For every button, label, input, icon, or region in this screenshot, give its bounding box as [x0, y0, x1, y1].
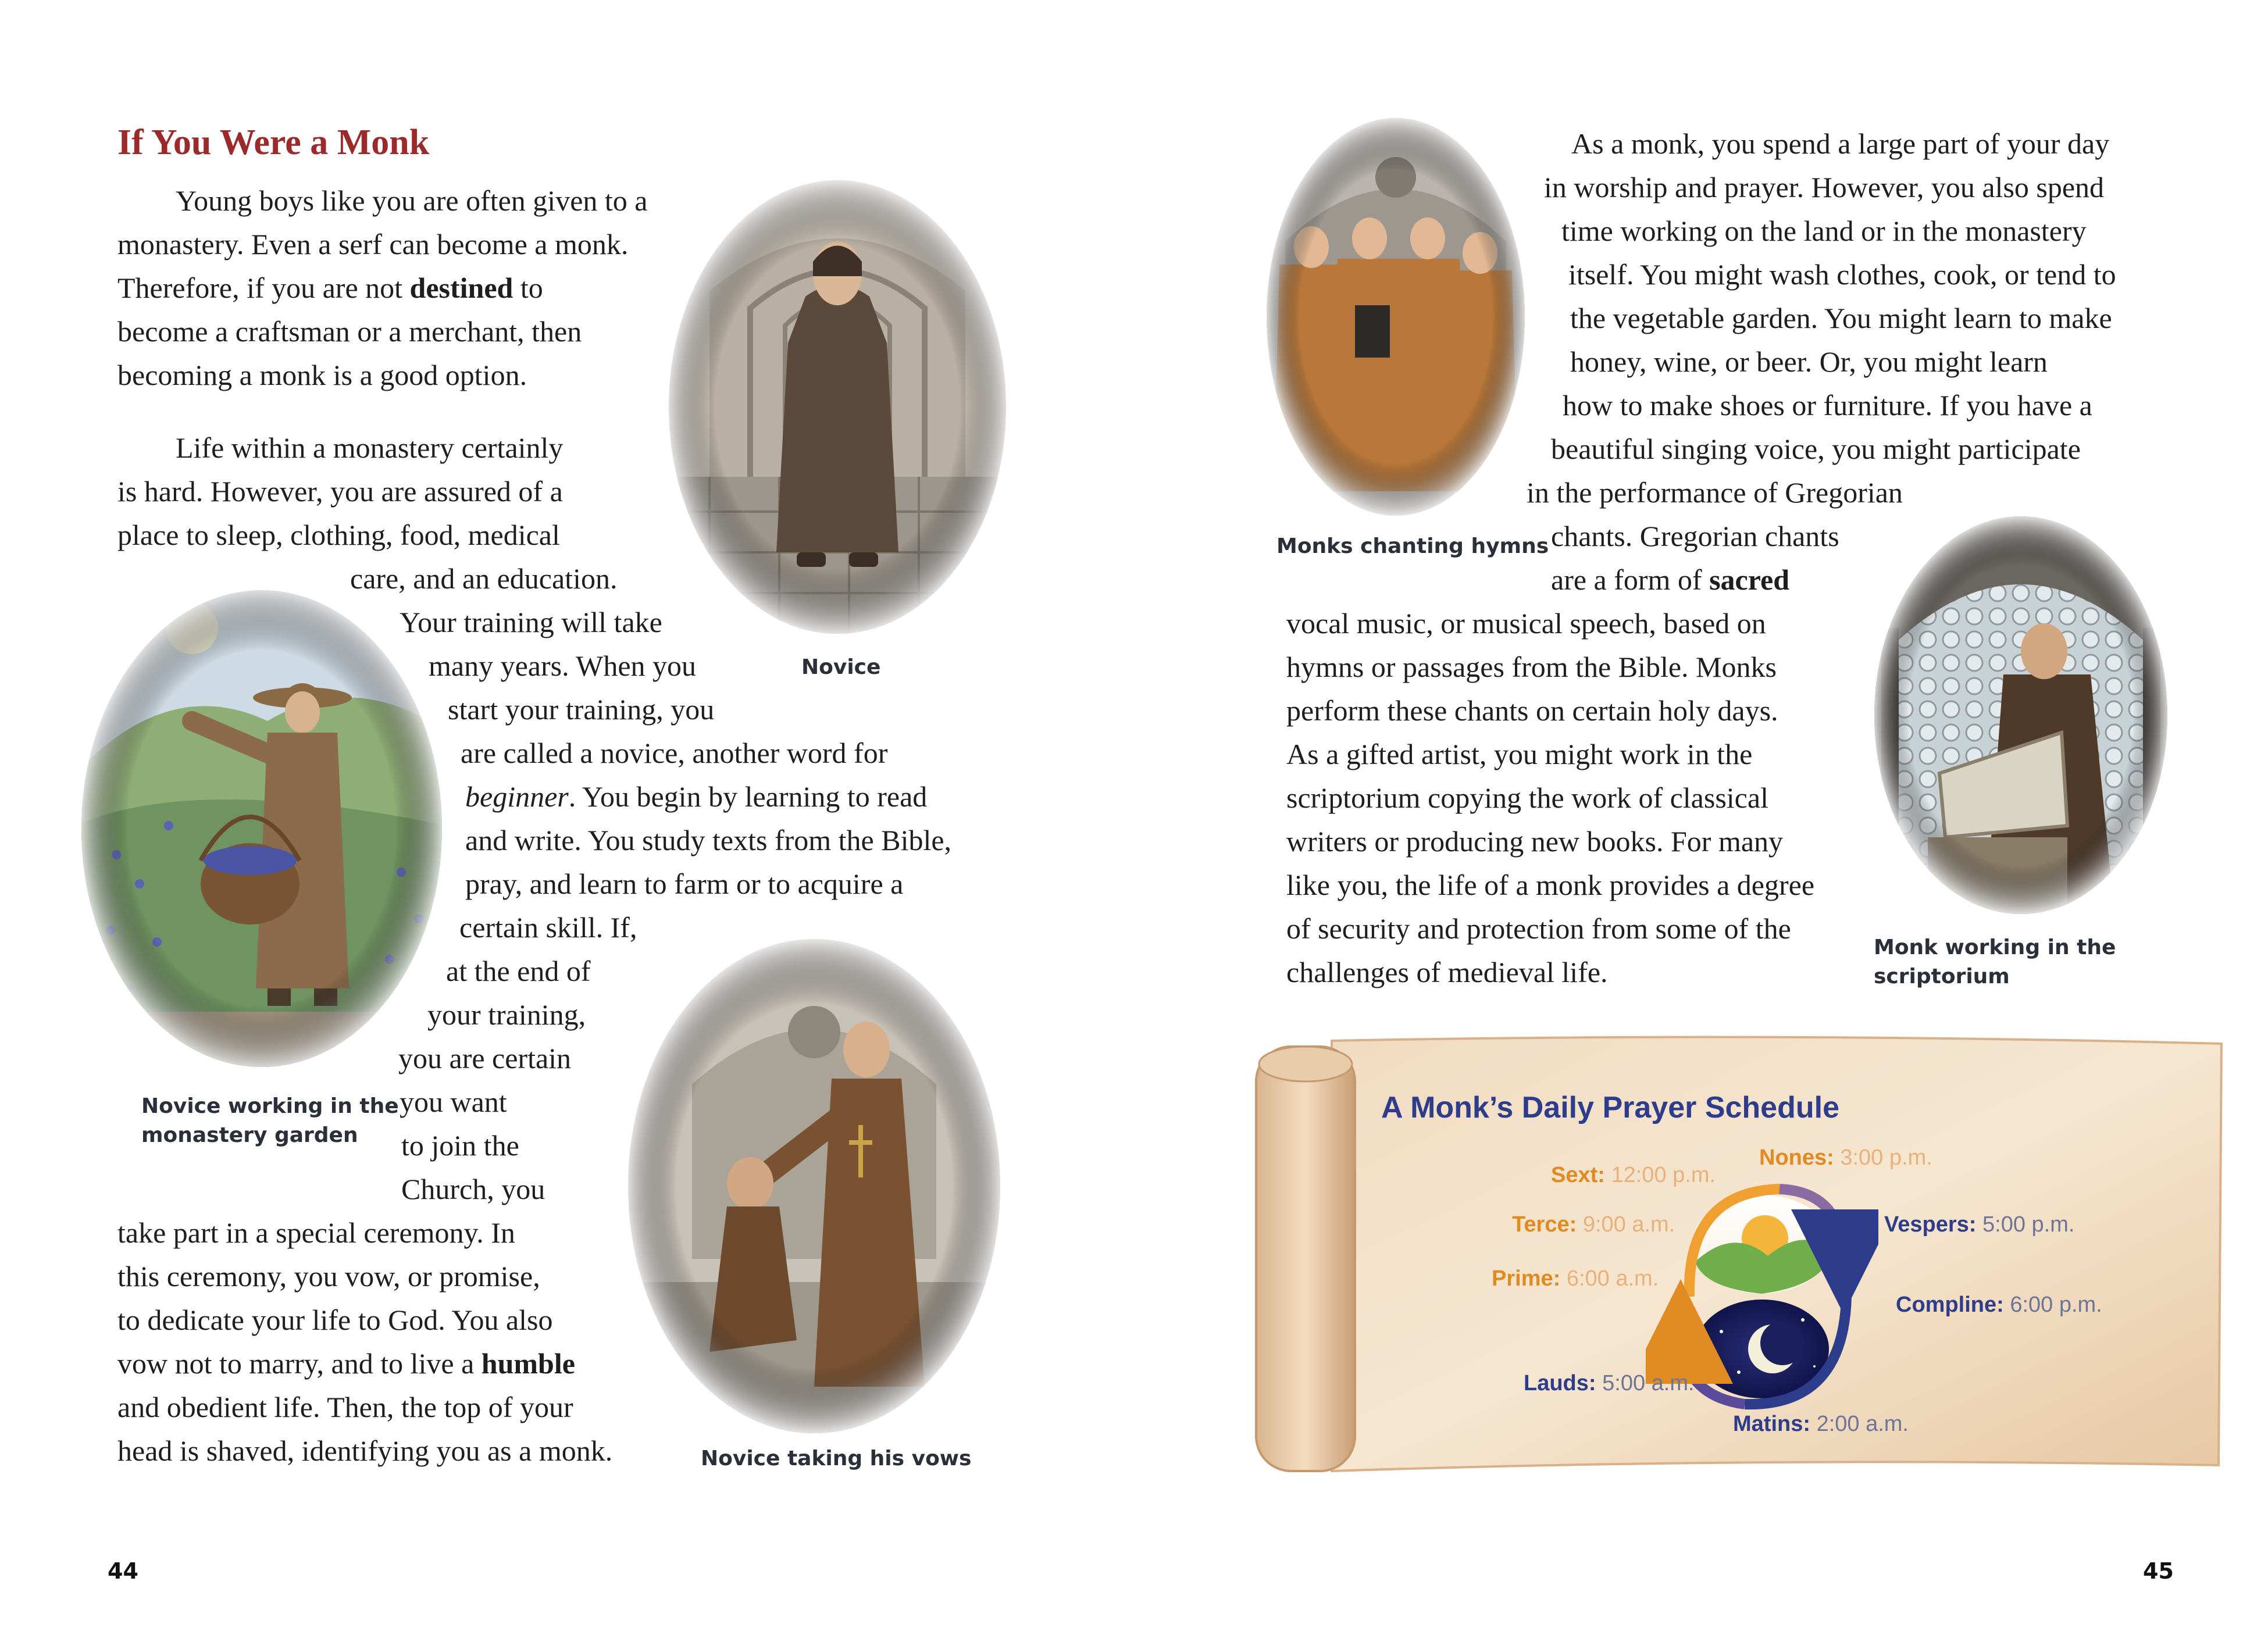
text-line: monastery. Even a serf can become a monk.: [117, 228, 629, 260]
text-line: time working on the land or in the monastery: [1561, 215, 2087, 247]
text-line: like you, the life of a monk provides a degree: [1286, 869, 1815, 901]
vocab-word: sacred: [1709, 563, 1790, 596]
hour-lauds: Lauds: 5:00 a.m.: [1524, 1371, 1695, 1395]
page-title: If You Were a Monk: [117, 123, 430, 162]
text-line: of security and protection from some of the: [1286, 912, 1791, 945]
caption-scriptorium: Monk working in the scriptorium: [1874, 936, 2116, 989]
text-line: writers or producing new books. For many: [1286, 825, 1784, 858]
hour-nones: Nones: 3:00 p.m.: [1759, 1145, 1932, 1170]
text-line: head is shaved, identifying you as a monk.: [117, 1434, 613, 1467]
caption-novice: Novice: [801, 655, 881, 679]
page-number: 45: [2143, 1558, 2174, 1584]
scriptorium-illustration: [1870, 512, 2172, 919]
text-line: are called a novice, another word for: [461, 737, 888, 769]
text-line: in worship and prayer. However, you also spend: [1544, 171, 2105, 204]
text-line: perform these chants on certain holy days.: [1286, 694, 1778, 727]
caption-chanting: Monks chanting hymns: [1276, 534, 1549, 558]
text-line: and write. You study texts from the Bible,: [465, 824, 952, 856]
garden-illustration: [76, 581, 448, 1076]
text-line: chants. Gregorian chants: [1551, 520, 1839, 552]
text-line: As a monk, you spend a large part of your day: [1571, 127, 2110, 160]
text-line: becoming a monk is a good option.: [117, 359, 527, 391]
text-line: Therefore, if you are not destined to: [117, 272, 543, 304]
caption-garden: Novice working in the monastery garden: [141, 1094, 399, 1148]
text-line: you want: [400, 1086, 507, 1118]
text-line: many years. When you: [429, 649, 697, 682]
text-line: Church, you: [401, 1173, 545, 1205]
text-line: honey, wine, or beer. Or, you might learn: [1570, 345, 2048, 378]
text-line: pray, and learn to farm or to acquire a: [465, 868, 904, 900]
hour-vespers: Vespers: 5:00 p.m.: [1884, 1212, 2075, 1237]
hour-compline: Compline: 6:00 p.m.: [1896, 1293, 2102, 1317]
text-line: vow not to marry, and to live a humble: [117, 1347, 575, 1380]
text-line: certain skill. If,: [459, 911, 637, 944]
text-line: are a form of sacred: [1551, 563, 1790, 596]
text-line: in the performance of Gregorian: [1527, 476, 1903, 509]
text-line: scriptorium copying the work of classical: [1286, 781, 1768, 814]
text-line: Life within a monastery certainly: [176, 431, 564, 464]
text-line: Young boys like you are often given to a: [176, 184, 648, 217]
right-page: [1134, 0, 2268, 1635]
text-line: itself. You might wash clothes, cook, or tend to: [1568, 258, 2116, 291]
text-line: to dedicate your life to God. You also: [117, 1304, 553, 1336]
text-line: is hard. However, you are assured of a: [117, 475, 563, 508]
text-line: start your training, you: [448, 693, 715, 726]
hour-matins: Matins: 2:00 a.m.: [1733, 1412, 1909, 1436]
hour-prime: Prime: 6:00 a.m.: [1492, 1266, 1659, 1291]
text-line: beginner. You begin by learning to read: [465, 780, 928, 813]
text-line: place to sleep, clothing, food, medical: [117, 519, 560, 551]
text-line: take part in a special ceremony. In: [117, 1216, 515, 1249]
text-line: the vegetable garden. You might learn to make: [1570, 302, 2112, 334]
text-line: Your training will take: [400, 606, 662, 638]
hour-terce: Terce: 9:00 a.m.: [1512, 1212, 1675, 1237]
text-line: this ceremony, you vow, or promise,: [117, 1260, 540, 1293]
text-line: challenges of medieval life.: [1286, 956, 1608, 988]
text-line: to join the: [401, 1129, 519, 1162]
text-line: vocal music, or musical speech, based on: [1286, 607, 1766, 640]
hour-sext: Sext: 12:00 p.m.: [1551, 1163, 1716, 1187]
page-number: 44: [108, 1558, 138, 1584]
chanting-illustration: [1262, 113, 1529, 520]
vocab-word: humble: [481, 1347, 575, 1380]
text-line: your training,: [427, 998, 586, 1031]
caption-vows: Novice taking his vows: [701, 1447, 972, 1470]
text-line: and obedient life. Then, the top of your: [117, 1391, 573, 1423]
novice-illustration: [663, 174, 1012, 640]
text-line: become a craftsman or a merchant, then: [117, 315, 582, 348]
vocab-word: destined: [409, 272, 513, 304]
text-line: As a gifted artist, you might work in the: [1286, 738, 1753, 770]
text-line: beautiful singing voice, you might participate: [1551, 433, 2081, 465]
schedule-title: A Monk’s Daily Prayer Schedule: [1381, 1091, 1839, 1124]
vows-illustration: [622, 933, 1006, 1439]
text-line: you are certain: [398, 1042, 572, 1074]
text-line: hymns or passages from the Bible. Monks: [1286, 651, 1777, 683]
text-line: care, and an education.: [350, 562, 618, 595]
text-line: how to make shoes or furniture. If you have a: [1563, 389, 2092, 422]
text-line: at the end of: [446, 955, 591, 987]
